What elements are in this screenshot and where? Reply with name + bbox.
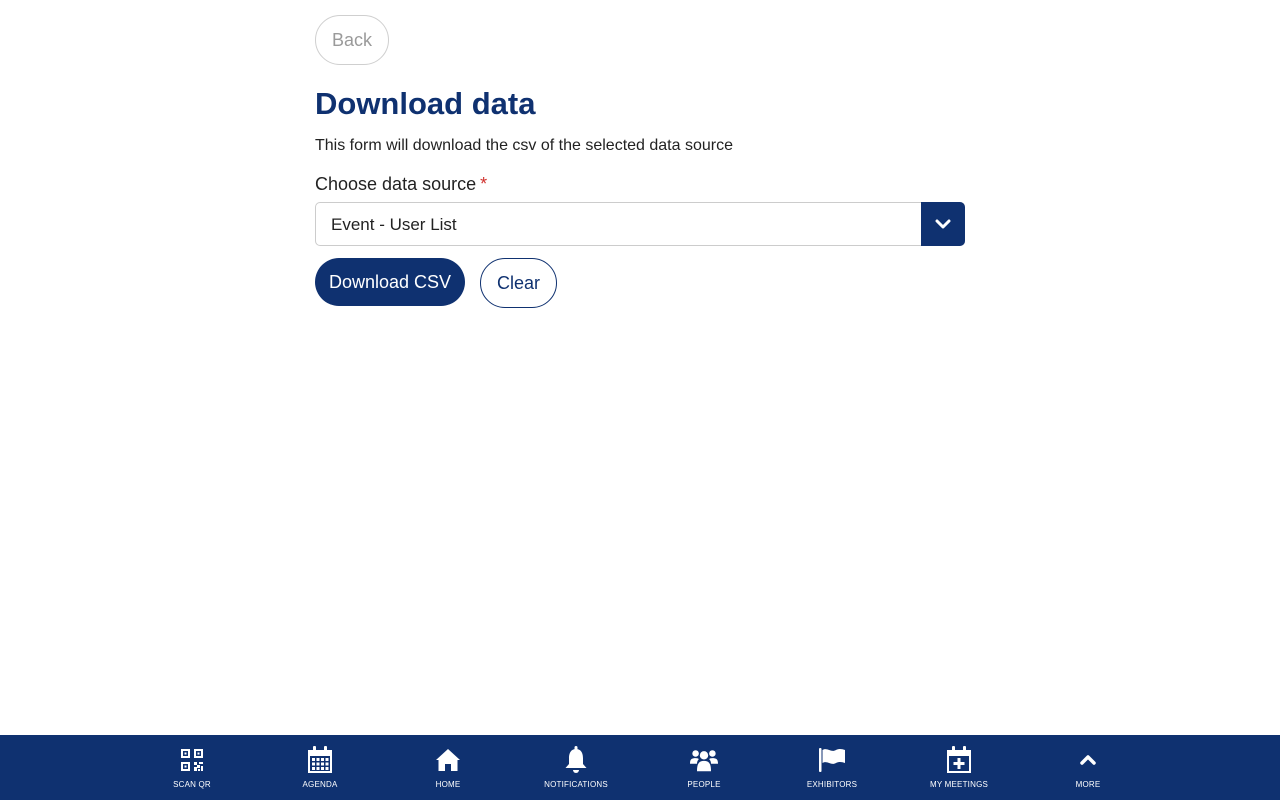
nav-item-my-meetings[interactable] [895,735,1023,800]
nav-label: PEOPLE [687,780,721,789]
download-csv-button[interactable]: Download CSV [315,258,465,306]
page-description: This form will download the csv of the selected data source [315,137,733,154]
nav-label: NOTIFICATIONS [544,780,608,789]
nav-item-exhibitors[interactable] [768,735,896,800]
nav-label: MORE [1075,780,1101,789]
bottom-nav [0,735,1280,800]
qr-code-icon [178,746,206,774]
calendar-icon [306,746,334,774]
clear-button[interactable]: Clear [480,258,557,308]
nav-item-more[interactable] [1024,735,1152,800]
nav-item-scan-qr[interactable] [128,735,256,800]
nav-label: EXHIBITORS [806,780,858,789]
people-icon [690,746,718,774]
select-toggle-button[interactable] [921,202,965,246]
home-icon [434,746,462,774]
nav-item-agenda[interactable] [256,735,384,800]
page-title: Download data [315,86,536,121]
required-marker: * [480,174,488,194]
calendar-plus-icon [945,746,973,774]
nav-item-people[interactable] [640,735,768,800]
bell-icon [562,746,590,774]
nav-label: HOME [435,780,461,789]
chevron-down-icon [935,218,951,230]
nav-label: MY MEETINGS [929,780,989,789]
nav-label: SCAN QR [173,780,211,789]
data-source-selected-value: Event - User List [331,215,457,234]
data-source-label-text: Choose data source [315,174,477,194]
data-source-select[interactable] [315,202,965,246]
chevron-up-icon [1074,746,1102,774]
back-button[interactable]: Back [315,15,389,65]
nav-item-notifications[interactable] [512,735,640,800]
data-source-label [315,173,487,195]
flag-icon [818,746,846,774]
nav-item-home[interactable] [384,735,512,800]
nav-label: AGENDA [302,780,338,789]
